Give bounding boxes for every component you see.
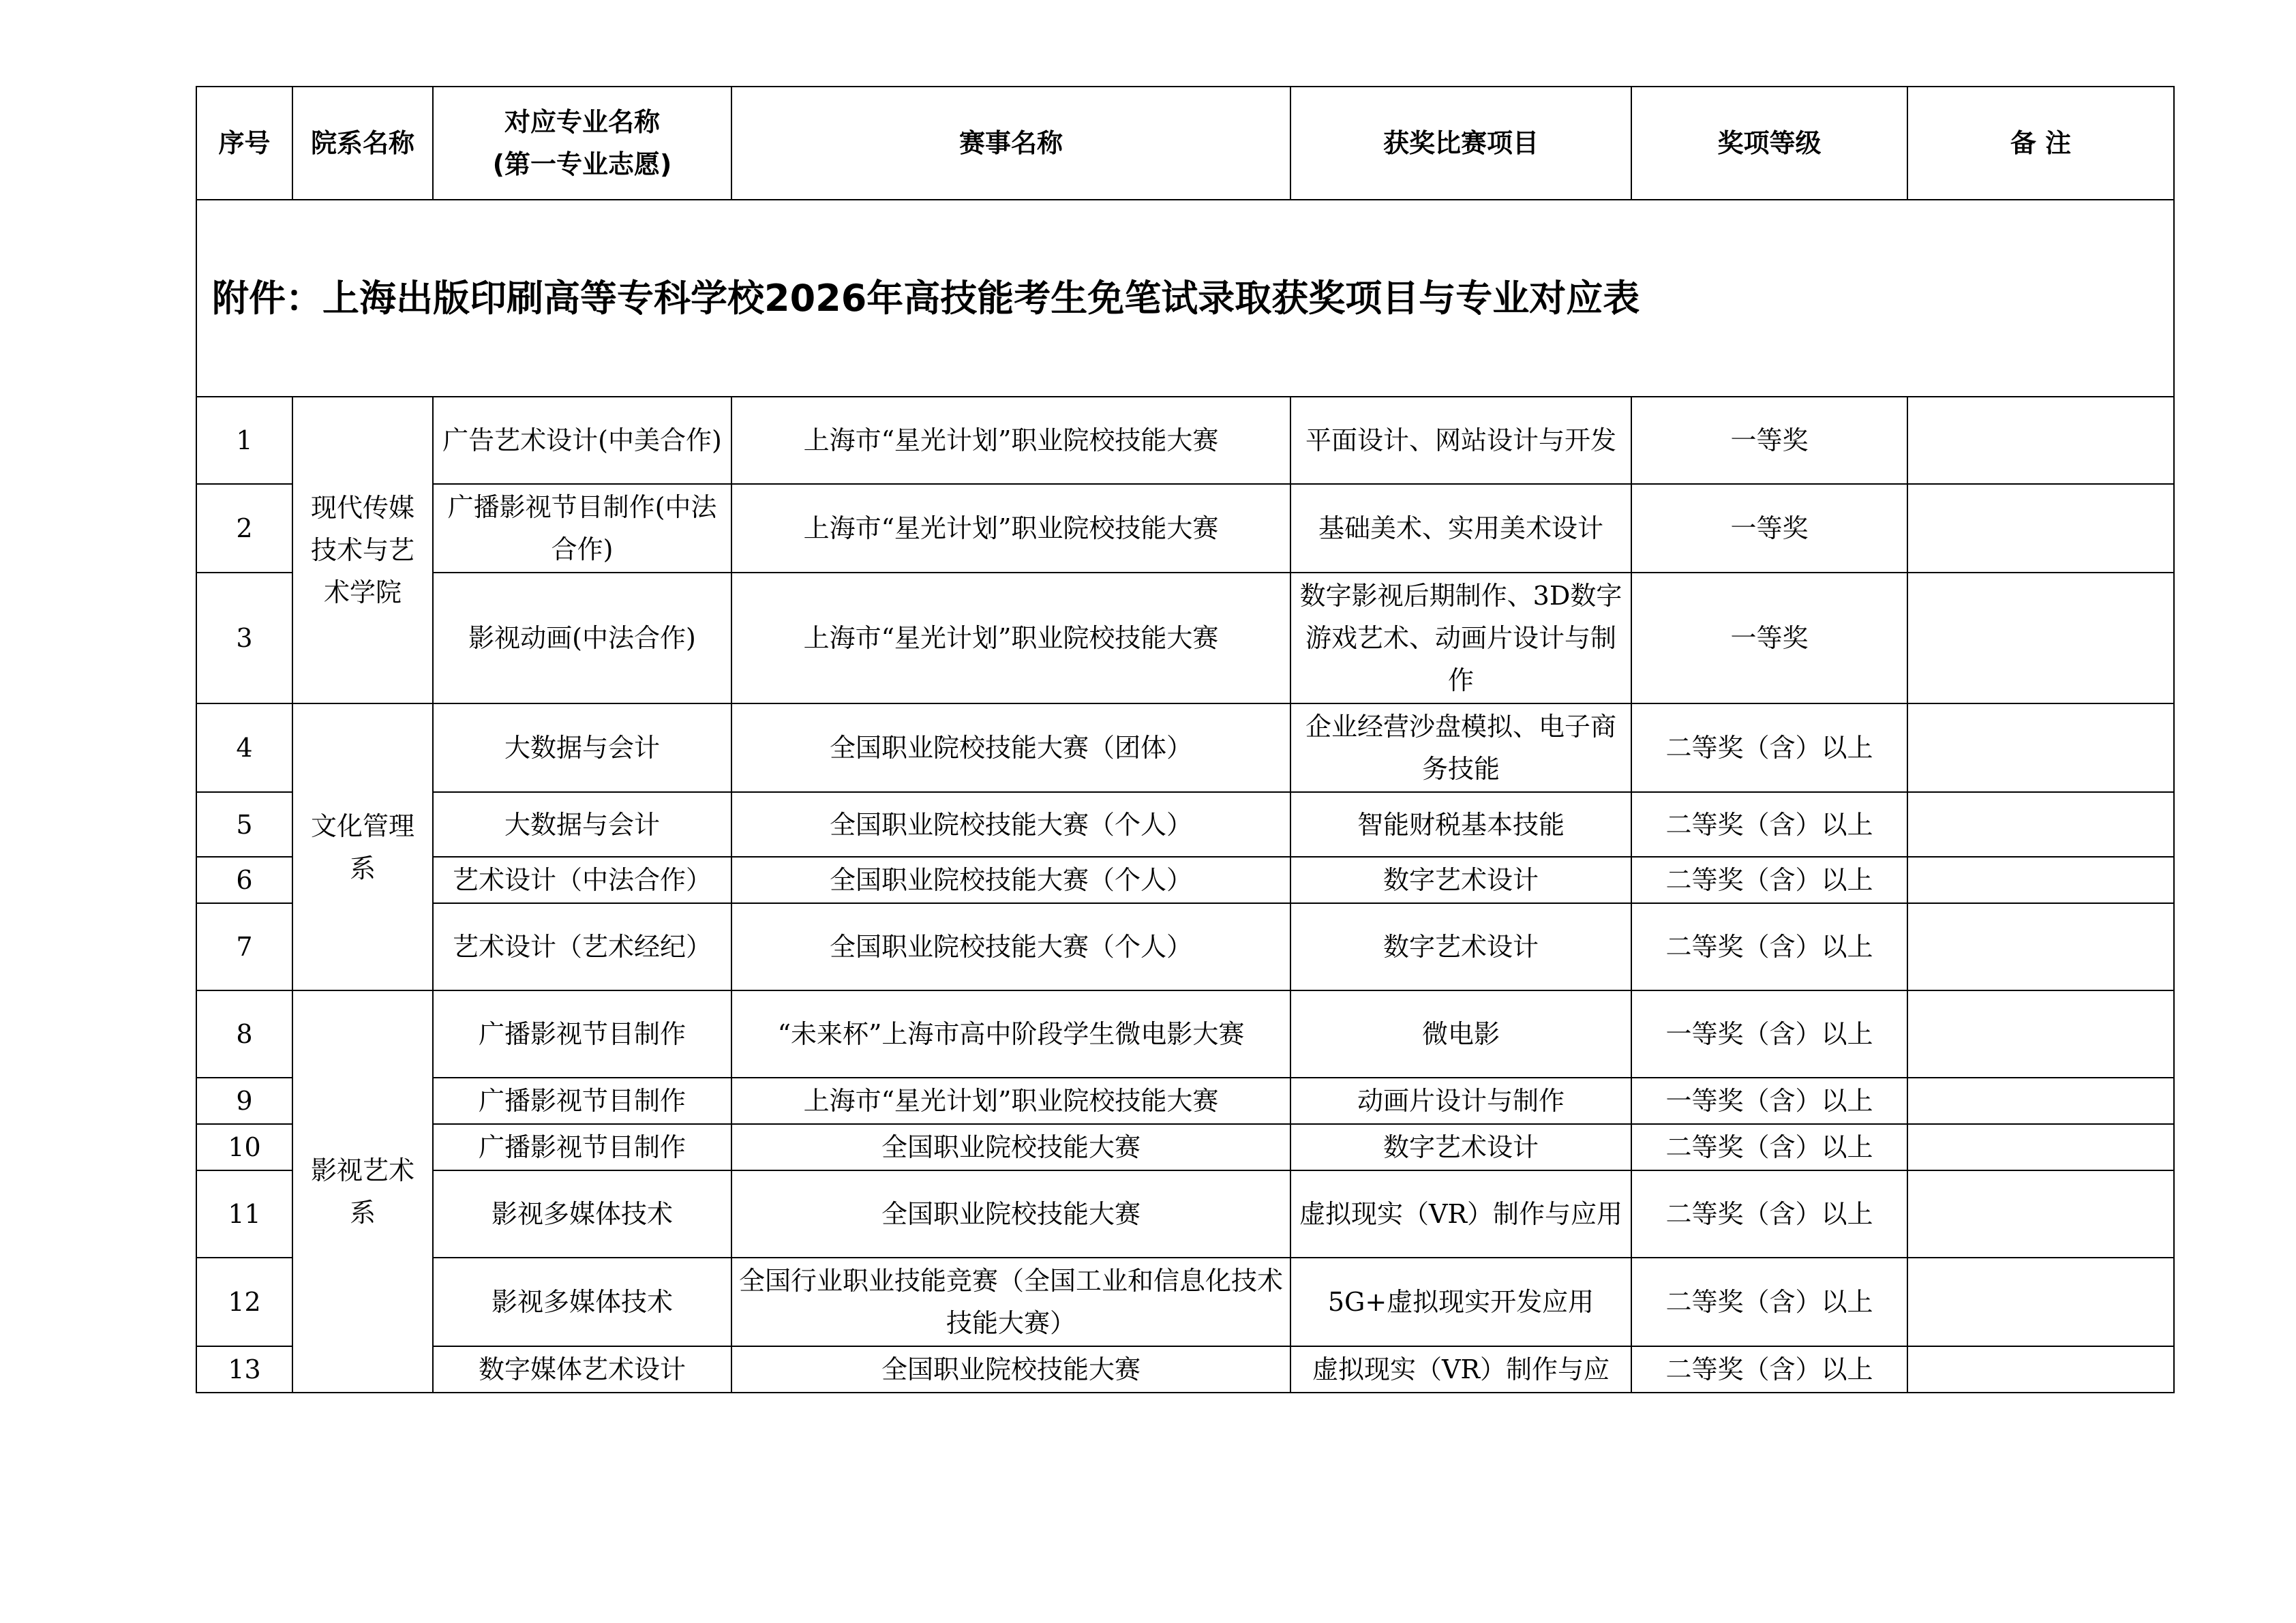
table-row	[196, 1124, 2174, 1170]
cell-major: 影视多媒体技术	[433, 1170, 731, 1258]
cell-contest: 上海市“星光计划”职业院校技能大赛	[731, 397, 1290, 484]
cell-item: 数字艺术设计	[1290, 857, 1631, 903]
cell-item: 虚拟现实（VR）制作与应用	[1290, 1170, 1631, 1258]
cell-level: 二等奖（含）以上	[1631, 703, 1907, 792]
cell-remark	[1907, 792, 2174, 857]
cell-remark	[1907, 990, 2174, 1078]
header-remark: 备 注	[1907, 87, 2174, 200]
cell-contest: 全国职业院校技能大赛（个人）	[731, 903, 1290, 990]
cell-seq: 2	[196, 484, 292, 573]
table-row	[196, 1170, 2174, 1258]
cell-item: 5G+虚拟现实开发应用	[1290, 1258, 1631, 1346]
cell-remark	[1907, 1124, 2174, 1170]
table-row	[196, 857, 2174, 903]
title-row	[196, 200, 2174, 397]
cell-dept: 文化管理系	[292, 703, 433, 990]
cell-major: 广播影视节目制作(中法合作)	[433, 484, 731, 573]
cell-major: 广播影视节目制作	[433, 1124, 731, 1170]
cell-remark	[1907, 1258, 2174, 1346]
cell-item: 企业经营沙盘模拟、电子商务技能	[1290, 703, 1631, 792]
header-major	[433, 87, 731, 200]
cell-seq: 13	[196, 1346, 292, 1393]
cell-seq: 4	[196, 703, 292, 792]
cell-seq: 1	[196, 397, 292, 484]
cell-level: 二等奖（含）以上	[1631, 792, 1907, 857]
cell-contest: 全国职业院校技能大赛	[731, 1124, 1290, 1170]
cell-item: 数字艺术设计	[1290, 1124, 1631, 1170]
cell-remark	[1907, 857, 2174, 903]
cell-contest: 上海市“星光计划”职业院校技能大赛	[731, 484, 1290, 573]
cell-seq: 11	[196, 1170, 292, 1258]
cell-seq: 9	[196, 1078, 292, 1124]
cell-contest: 全国职业院校技能大赛（个人）	[731, 792, 1290, 857]
cell-seq: 6	[196, 857, 292, 903]
cell-dept: 现代传媒技术与艺术学院	[292, 397, 433, 703]
cell-major: 广播影视节目制作	[433, 1078, 731, 1124]
cell-remark	[1907, 1346, 2174, 1393]
cell-item: 基础美术、实用美术设计	[1290, 484, 1631, 573]
cell-level: 二等奖（含）以上	[1631, 903, 1907, 990]
cell-level: 二等奖（含）以上	[1631, 1346, 1907, 1393]
award-correspondence-table	[196, 86, 2175, 1393]
cell-major: 大数据与会计	[433, 703, 731, 792]
cell-item: 动画片设计与制作	[1290, 1078, 1631, 1124]
cell-remark	[1907, 484, 2174, 573]
cell-level: 一等奖（含）以上	[1631, 990, 1907, 1078]
header-row	[196, 87, 2174, 200]
cell-contest: 上海市“星光计划”职业院校技能大赛	[731, 573, 1290, 703]
cell-level: 一等奖（含）以上	[1631, 1078, 1907, 1124]
cell-major: 影视动画(中法合作)	[433, 573, 731, 703]
cell-level: 一等奖	[1631, 573, 1907, 703]
cell-item: 微电影	[1290, 990, 1631, 1078]
cell-contest: 全国职业院校技能大赛	[731, 1346, 1290, 1393]
header-major-line1: 对应专业名称	[504, 107, 660, 137]
cell-seq: 7	[196, 903, 292, 990]
table-row	[196, 1258, 2174, 1346]
cell-major: 艺术设计（艺术经纪）	[433, 903, 731, 990]
cell-remark	[1907, 903, 2174, 990]
header-level: 奖项等级	[1631, 87, 1907, 200]
cell-remark	[1907, 1170, 2174, 1258]
cell-level: 二等奖（含）以上	[1631, 857, 1907, 903]
table-row	[196, 903, 2174, 990]
cell-seq: 12	[196, 1258, 292, 1346]
cell-item: 平面设计、网站设计与开发	[1290, 397, 1631, 484]
cell-major: 影视多媒体技术	[433, 1258, 731, 1346]
cell-remark	[1907, 397, 2174, 484]
cell-major: 大数据与会计	[433, 792, 731, 857]
cell-contest: “未来杯”上海市高中阶段学生微电影大赛	[731, 990, 1290, 1078]
cell-seq: 10	[196, 1124, 292, 1170]
cell-contest: 全国行业职业技能竞赛（全国工业和信息化技术技能大赛）	[731, 1258, 1290, 1346]
document-title: 附件：上海出版印刷高等专科学校2026年高技能考生免笔试录取获奖项目与专业对应表	[196, 200, 2174, 397]
cell-contest: 上海市“星光计划”职业院校技能大赛	[731, 1078, 1290, 1124]
header-seq: 序号	[196, 87, 292, 200]
cell-item: 虚拟现实（VR）制作与应	[1290, 1346, 1631, 1393]
header-dept: 院系名称	[292, 87, 433, 200]
cell-remark	[1907, 703, 2174, 792]
cell-seq: 3	[196, 573, 292, 703]
cell-major: 广播影视节目制作	[433, 990, 731, 1078]
cell-seq: 5	[196, 792, 292, 857]
cell-contest: 全国职业院校技能大赛（个人）	[731, 857, 1290, 903]
table-body	[196, 397, 2174, 1393]
cell-item: 智能财税基本技能	[1290, 792, 1631, 857]
cell-major: 艺术设计（中法合作）	[433, 857, 731, 903]
cell-item: 数字艺术设计	[1290, 903, 1631, 990]
table-row	[196, 484, 2174, 573]
cell-dept: 影视艺术系	[292, 990, 433, 1393]
cell-level: 二等奖（含）以上	[1631, 1124, 1907, 1170]
cell-contest: 全国职业院校技能大赛（团体）	[731, 703, 1290, 792]
table-row	[196, 397, 2174, 484]
cell-major: 数字媒体艺术设计	[433, 1346, 731, 1393]
cell-remark	[1907, 573, 2174, 703]
table-row	[196, 703, 2174, 792]
header-major-line2: (第一专业志愿)	[492, 149, 672, 179]
table-row	[196, 573, 2174, 703]
cell-level: 一等奖	[1631, 397, 1907, 484]
cell-level: 二等奖（含）以上	[1631, 1170, 1907, 1258]
cell-major: 广告艺术设计(中美合作)	[433, 397, 731, 484]
cell-level: 一等奖	[1631, 484, 1907, 573]
cell-remark	[1907, 1078, 2174, 1124]
cell-item: 数字影视后期制作、3D数字游戏艺术、动画片设计与制作	[1290, 573, 1631, 703]
header-item: 获奖比赛项目	[1290, 87, 1631, 200]
table-row	[196, 792, 2174, 857]
table-row	[196, 1078, 2174, 1124]
header-contest: 赛事名称	[731, 87, 1290, 200]
table-row	[196, 990, 2174, 1078]
cell-seq: 8	[196, 990, 292, 1078]
cell-level: 二等奖（含）以上	[1631, 1258, 1907, 1346]
table-row	[196, 1346, 2174, 1393]
cell-contest: 全国职业院校技能大赛	[731, 1170, 1290, 1258]
